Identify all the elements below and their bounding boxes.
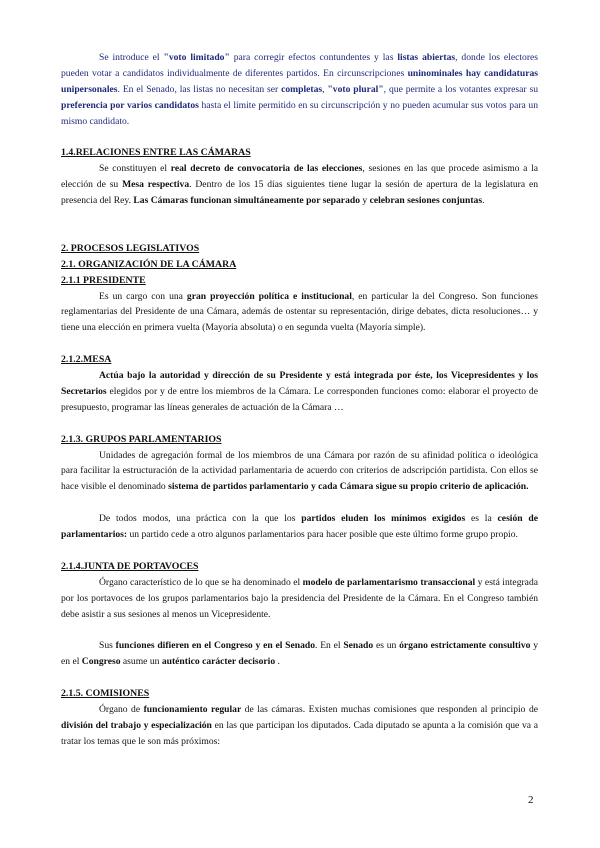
- paragraph-cesion: De todos modos, una práctica con la que los partidos eluden los mínimos exigidos es la cesión de parlamentarios: un partido cede a otro algunos parlamentarios para hacer posible que este último forme grupo propio.: [61, 513, 538, 541]
- paragraph-funciones-junta: Sus funciones difieren en el Congreso y en el Senado. En el Senado es un órgano estrictamente consultivo y en el Congreso asume un auténtico carácter decisorio .: [61, 640, 538, 668]
- paragraph-junta: Órgano característico de lo que se ha denominado el modelo de parlamentarismo transaccional y está integrada por los portavoces de los grupos parlamentarios bajo la presidencia del Presidente de la Cámara. En el Congreso también debe asistir a sus sesiones al menos un Vicepresidente.: [61, 576, 538, 620]
- section-heading-relaciones: 1.4.RELACIONES ENTRE LAS CÁMARAS: [61, 147, 251, 159]
- section-heading-comisiones: 2.1.5. COMISIONES: [61, 688, 150, 700]
- paragraph-comisiones: Órgano de funcionamiento regular de las cámaras. Existen muchas comisiones que responden al principio de división del trabajo y especialización en las que participan los diputados. Cada diputado se apunta a la comisión que va a tratar los temas que le son más próximos:: [61, 704, 538, 747]
- paragraph-grupos: Unidades de agregación formal de los miembros de una Cámara por razón de su afinidad política o ideológica para facilitar la estructuración de la actividad parlamentaria de acuerdo con criterios de adscripción partidista. Con ellos se hace visible el denominado sistema de partidos parlamentario y cada Cámara sigue su propio criterio de aplicación.: [61, 449, 538, 493]
- section-heading-grupos: 2.1.3. GRUPOS PARLAMENTARIOS: [61, 433, 222, 445]
- paragraph-relaciones: Se constituyen el real decreto de convocatoria de las elecciones, sesiones en las que procede asimismo a la elección de su Mesa respectiva. Dentro de los 15 días siguientes tiene lugar la sesión de apertura de la legislatura en presencia del Rey. Las Cámaras funcionan simultáneamente por separado y celebran sesiones conjuntas.: [61, 163, 538, 207]
- paragraph-mesa: Actúa bajo la autoridad y dirección de su Presidente y está integrada por éste, los Vicepresidentes y los Secretarios elegidos por y de entre los miembros de la Cámara. Le corresponden funciones como: elaborar el proyecto de presupuesto, programar las líneas generales de actuación de la Cámara …: [61, 370, 538, 413]
- section-heading-presidente: 2.1.1 PRESIDENTE: [61, 274, 146, 286]
- section-heading-junta: 2.1.4.JUNTA DE PORTAVOCES: [61, 560, 199, 572]
- page-number: 2: [528, 794, 534, 806]
- paragraph-presidente: Es un cargo con una gran proyección política e institucional, en particular la del Congreso. Son funciones reglamentarias del Presidente de una Cámara, además de ostentar su representación, dirige debates, dicta resoluciones… y tiene una elección en primera vuelta (Mayoría absoluta) o en segunda vuelta (Mayoría simple).: [61, 290, 538, 334]
- section-heading-procesos: 2. PROCESOS LEGISLATIVOS: [61, 242, 200, 254]
- section-heading-mesa: 2.1.2.MESA: [61, 354, 112, 366]
- paragraph-voto-limitado: Se introduce el "voto limitado" para corregir efectos contundentes y las listas abiertas, donde los electores pueden votar a candidatos individualmente de diferentes partidos. En circunscripciones uninominales hay candidaturas unipersonales. En el Senado, las listas no necesitan ser completas, "voto plural", que permite a los votantes expresar su preferencia por varios candidatos hasta el límite permitido en su circunscripción y no pueden acumular sus votos para un mismo candidato.: [61, 52, 538, 127]
- document-page: [61, 50, 538, 750]
- section-heading-organizacion: 2.1. ORGANIZACIÓN DE LA CÁMARA: [61, 258, 237, 270]
